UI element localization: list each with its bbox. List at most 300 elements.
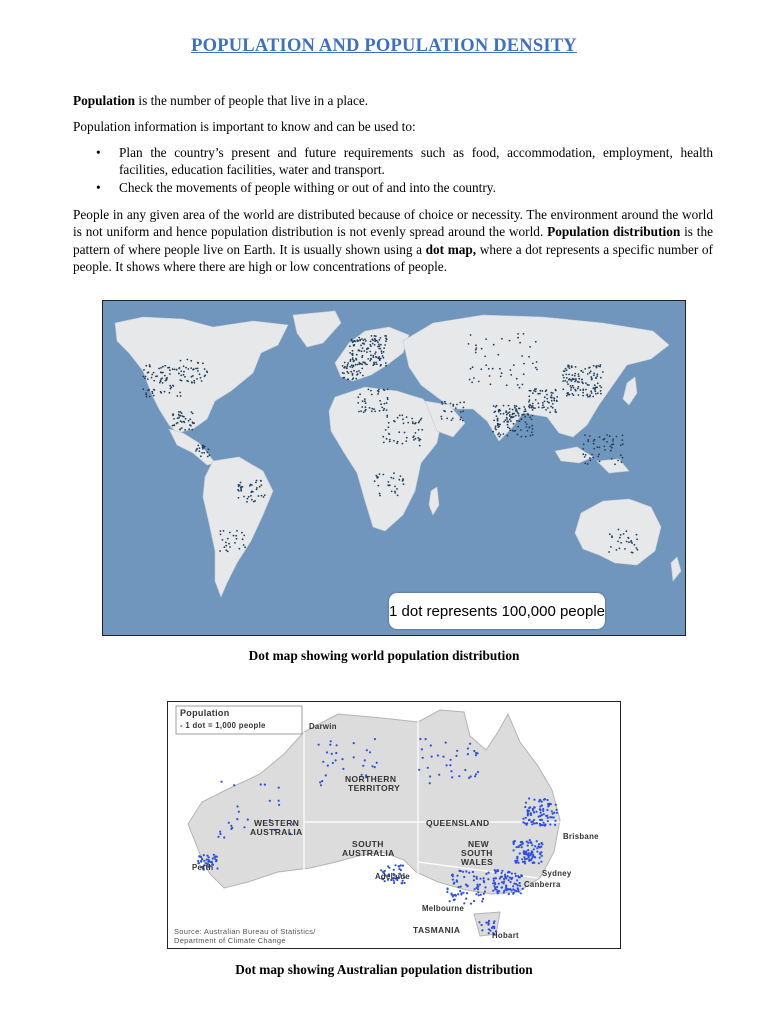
population-dot <box>523 851 525 853</box>
population-dot <box>512 409 514 411</box>
population-dot <box>352 354 354 356</box>
population-dot <box>393 440 395 442</box>
population-dot <box>372 355 374 357</box>
population-dot <box>556 400 558 402</box>
population-dot <box>335 759 337 761</box>
population-dot <box>371 410 373 412</box>
population-dot <box>507 872 509 874</box>
population-dot <box>370 341 372 343</box>
population-dot <box>153 372 155 374</box>
population-dot <box>620 534 622 536</box>
population-dot <box>400 864 402 866</box>
population-dot <box>510 881 512 883</box>
population-dot <box>261 495 263 497</box>
population-dot <box>383 347 385 349</box>
population-dot <box>488 932 490 934</box>
population-dot <box>578 394 580 396</box>
population-dot <box>553 812 555 814</box>
population-dot <box>442 756 444 758</box>
population-dot <box>511 416 513 418</box>
label-adelaide: Adelaide <box>375 872 410 881</box>
population-dot <box>512 413 514 415</box>
population-dot <box>385 365 387 367</box>
population-dot <box>419 738 421 740</box>
population-dot <box>366 749 368 751</box>
population-dot <box>151 391 153 393</box>
population-dot <box>190 367 192 369</box>
population-dot <box>353 370 355 372</box>
population-dot <box>342 372 344 374</box>
population-dot <box>626 530 628 532</box>
paragraph-text: is the pattern of where people live on Earth. It is usually shown using a <box>73 224 714 257</box>
population-dot <box>363 343 365 345</box>
population-dot <box>180 395 182 397</box>
population-dot <box>584 368 586 370</box>
population-dot <box>179 392 181 394</box>
population-dot <box>634 544 636 546</box>
population-dot <box>455 407 457 409</box>
population-dot <box>493 405 495 407</box>
population-dot <box>172 413 174 415</box>
population-dot <box>488 368 490 370</box>
population-dot <box>521 414 523 416</box>
population-dot <box>462 892 464 894</box>
population-dot <box>463 407 465 409</box>
population-dot <box>503 878 505 880</box>
population-dot <box>570 389 572 391</box>
population-dot <box>394 486 396 488</box>
population-dot <box>356 339 358 341</box>
population-dot <box>374 353 376 355</box>
population-dot <box>519 342 521 344</box>
population-dot <box>186 380 188 382</box>
population-dot <box>203 854 205 856</box>
source-line-1: Source: Australian Bureau of Statistics/ <box>174 927 316 936</box>
population-dot <box>376 356 378 358</box>
population-dot <box>499 409 501 411</box>
label-perth: Perth <box>192 863 214 872</box>
population-dot <box>532 428 534 430</box>
population-dot <box>470 368 472 370</box>
population-dot <box>577 388 579 390</box>
population-dot <box>327 765 329 767</box>
population-dot <box>511 889 513 891</box>
population-dot <box>529 839 531 841</box>
population-dot <box>501 886 503 888</box>
population-dot <box>357 364 359 366</box>
population-dot <box>370 358 372 360</box>
population-dot <box>347 362 349 364</box>
population-dot <box>602 371 604 373</box>
population-dot <box>178 367 180 369</box>
population-dot <box>383 351 385 353</box>
population-dot <box>197 368 199 370</box>
population-dot <box>535 811 537 813</box>
population-dot <box>201 452 203 454</box>
population-dot <box>494 883 496 885</box>
population-dot <box>402 480 404 482</box>
population-dot <box>637 549 639 551</box>
population-dot <box>183 365 185 367</box>
population-dot <box>538 862 540 864</box>
population-dot <box>379 495 381 497</box>
population-dot <box>596 373 598 375</box>
population-dot <box>551 400 553 402</box>
population-dot <box>169 392 171 394</box>
population-dot <box>191 411 193 413</box>
population-dot <box>514 860 516 862</box>
population-dot <box>376 762 378 764</box>
population-dot <box>383 357 385 359</box>
population-dot <box>587 463 589 465</box>
population-dot <box>388 485 390 487</box>
population-dot <box>543 813 545 815</box>
population-dot <box>183 374 185 376</box>
population-dot <box>197 362 199 364</box>
population-dot <box>220 534 222 536</box>
population-dot <box>421 748 423 750</box>
population-dot <box>552 403 554 405</box>
population-dot <box>155 376 157 378</box>
population-dot <box>495 889 497 891</box>
population-dot <box>451 411 453 413</box>
population-dot <box>594 388 596 390</box>
population-dot <box>172 425 174 427</box>
population-dot <box>498 883 500 885</box>
population-dot <box>620 444 622 446</box>
population-dot <box>219 833 221 835</box>
population-dot <box>527 844 529 846</box>
population-dot <box>385 340 387 342</box>
population-dot <box>422 757 424 759</box>
population-dot <box>617 541 619 543</box>
population-dot <box>188 420 190 422</box>
population-dot <box>578 386 580 388</box>
population-dot <box>397 495 399 497</box>
population-dot <box>450 403 452 405</box>
population-dot <box>470 334 472 336</box>
label-hobart: Hobart <box>492 931 519 940</box>
population-dot <box>227 538 229 540</box>
population-dot <box>170 386 172 388</box>
population-dot <box>499 436 501 438</box>
population-dot <box>143 369 145 371</box>
population-dot <box>372 343 374 345</box>
population-dot <box>181 427 183 429</box>
population-dot <box>194 382 196 384</box>
population-dot <box>344 362 346 364</box>
population-dot <box>364 398 366 400</box>
population-dot <box>532 808 534 810</box>
population-dot <box>380 403 382 405</box>
population-dot <box>457 893 459 895</box>
population-dot <box>385 337 387 339</box>
population-dot <box>512 885 514 887</box>
population-dot <box>495 426 497 428</box>
population-dot <box>145 394 147 396</box>
population-dot <box>530 821 532 823</box>
population-dot <box>402 865 404 867</box>
population-dot <box>452 879 454 881</box>
population-dot <box>592 457 594 459</box>
population-dot <box>533 806 535 808</box>
population-dot <box>536 369 538 371</box>
population-dot <box>485 338 487 340</box>
population-dot <box>518 845 520 847</box>
population-dot <box>516 410 518 412</box>
population-dot <box>550 396 552 398</box>
population-dot <box>355 358 357 360</box>
population-dot <box>373 408 375 410</box>
population-dot <box>616 436 618 438</box>
population-dot <box>609 435 611 437</box>
population-dot <box>169 385 171 387</box>
label-melbourne: Melbourne <box>422 904 465 913</box>
population-dot <box>513 849 515 851</box>
population-dot <box>562 380 564 382</box>
population-dot <box>153 395 155 397</box>
population-dot <box>499 424 501 426</box>
population-dot <box>503 421 505 423</box>
population-dot <box>566 381 568 383</box>
population-dot <box>581 381 583 383</box>
population-dot <box>149 396 151 398</box>
population-dot <box>597 382 599 384</box>
population-dot <box>360 345 362 347</box>
population-dot <box>233 784 235 786</box>
population-dot <box>331 753 333 755</box>
population-dot <box>411 418 413 420</box>
population-dot <box>197 370 199 372</box>
population-dot <box>595 391 597 393</box>
population-dot <box>366 364 368 366</box>
population-dot <box>571 374 573 376</box>
population-dot <box>527 814 529 816</box>
population-dot <box>533 390 535 392</box>
population-dot <box>503 413 505 415</box>
population-dot <box>469 379 471 381</box>
list-item: • Check the movements of people withing or out of and into the country. <box>73 179 713 196</box>
population-dot <box>573 387 575 389</box>
population-dot <box>402 418 404 420</box>
population-dot <box>161 372 163 374</box>
population-dot <box>516 846 518 848</box>
population-dot <box>492 368 494 370</box>
population-dot <box>608 551 610 553</box>
population-dot <box>480 368 482 370</box>
population-dot <box>539 799 541 801</box>
population-dot <box>533 848 535 850</box>
population-dot <box>524 860 526 862</box>
population-dot <box>600 364 602 366</box>
population-dot <box>243 535 245 537</box>
population-dot <box>191 429 193 431</box>
population-dot <box>562 388 564 390</box>
population-dot <box>357 402 359 404</box>
population-dot <box>485 364 487 366</box>
population-dot <box>584 434 586 436</box>
population-dot <box>474 775 476 777</box>
population-dot <box>396 488 398 490</box>
label-northern-territory: TERRITORY <box>348 783 401 793</box>
population-dot <box>463 401 465 403</box>
population-dot <box>540 812 542 814</box>
population-dot <box>364 338 366 340</box>
population-dot <box>529 346 531 348</box>
population-dot <box>519 420 521 422</box>
population-dot <box>525 817 527 819</box>
population-dot <box>437 754 439 756</box>
population-dot <box>238 490 240 492</box>
population-dot <box>404 882 406 884</box>
population-dot <box>207 451 209 453</box>
population-dot <box>363 411 365 413</box>
population-dot <box>181 412 183 414</box>
population-dot <box>239 484 241 486</box>
population-dot <box>351 339 353 341</box>
population-dot <box>183 371 185 373</box>
population-dot <box>229 546 231 548</box>
population-dot <box>318 744 320 746</box>
population-dot <box>462 420 464 422</box>
population-dot <box>527 430 529 432</box>
population-dot <box>453 894 455 896</box>
population-dot <box>349 366 351 368</box>
population-dot <box>246 501 248 503</box>
population-dot <box>388 426 390 428</box>
population-dot <box>238 811 240 813</box>
population-dot <box>236 818 238 820</box>
population-dot <box>523 856 525 858</box>
population-dot <box>503 882 505 884</box>
population-dot <box>451 776 453 778</box>
population-dot <box>512 430 514 432</box>
population-dot <box>544 401 546 403</box>
population-dot <box>346 366 348 368</box>
population-dot <box>372 364 374 366</box>
population-dot <box>369 360 371 362</box>
population-dot <box>499 368 501 370</box>
population-dot <box>525 436 527 438</box>
population-dot <box>493 344 495 346</box>
population-dot <box>203 452 205 454</box>
population-dot <box>571 365 573 367</box>
population-dot <box>593 365 595 367</box>
population-dot <box>446 764 448 766</box>
population-dot <box>564 380 566 382</box>
population-dot <box>421 429 423 431</box>
population-dot <box>490 383 492 385</box>
population-dot <box>145 376 147 378</box>
population-dot <box>356 374 358 376</box>
population-dot <box>197 860 199 862</box>
population-dot <box>609 533 611 535</box>
population-dot <box>464 769 466 771</box>
population-dot <box>476 884 478 886</box>
population-dot <box>212 857 214 859</box>
population-dot <box>596 375 598 377</box>
population-dot <box>612 438 614 440</box>
population-dot <box>477 771 479 773</box>
population-dot <box>592 396 594 398</box>
population-dot <box>181 380 183 382</box>
population-dot <box>374 335 376 337</box>
population-dot <box>359 362 361 364</box>
population-dot <box>595 377 597 379</box>
population-dot <box>542 824 544 826</box>
population-dot <box>521 858 523 860</box>
population-dot <box>458 886 460 888</box>
population-dot <box>580 370 582 372</box>
population-dot <box>517 884 519 886</box>
population-dot <box>517 333 519 335</box>
population-dot <box>445 742 447 744</box>
population-dot <box>368 389 370 391</box>
population-dot <box>578 373 580 375</box>
world-map-caption: Dot map showing world population distribution <box>248 648 520 663</box>
population-dot <box>511 873 513 875</box>
population-dot <box>241 532 243 534</box>
population-dot <box>587 373 589 375</box>
population-dot <box>374 766 376 768</box>
population-dot <box>487 878 489 880</box>
population-dot <box>628 537 630 539</box>
population-dot <box>483 877 485 879</box>
population-dot <box>147 390 149 392</box>
population-dot <box>449 764 451 766</box>
population-dot <box>473 377 475 379</box>
population-dot <box>532 854 534 856</box>
population-dot <box>454 898 456 900</box>
population-dot <box>593 443 595 445</box>
population-dot <box>517 434 519 436</box>
population-dot <box>493 411 495 413</box>
population-dot <box>568 374 570 376</box>
population-dot <box>555 411 557 413</box>
population-dot <box>201 858 203 860</box>
population-dot <box>214 856 216 858</box>
label-western-australia: WESTERN <box>254 818 300 828</box>
population-dot <box>364 410 366 412</box>
population-dot <box>606 441 608 443</box>
population-dot <box>405 440 407 442</box>
population-dot <box>545 390 547 392</box>
population-dot <box>184 429 186 431</box>
population-dot <box>528 401 530 403</box>
population-dot <box>396 442 398 444</box>
population-dot <box>508 879 510 881</box>
population-dot <box>582 395 584 397</box>
population-dot <box>527 413 529 415</box>
population-dot <box>369 351 371 353</box>
population-dot <box>631 542 633 544</box>
population-dot <box>546 809 548 811</box>
population-dot <box>528 797 530 799</box>
population-dot <box>597 446 599 448</box>
population-dot <box>359 372 361 374</box>
population-dot <box>493 878 495 880</box>
population-dot <box>362 361 364 363</box>
population-dot <box>449 900 451 902</box>
population-dot <box>385 362 387 364</box>
population-dot <box>568 365 570 367</box>
population-dot <box>185 418 187 420</box>
population-dot <box>495 406 497 408</box>
population-dot <box>525 802 527 804</box>
population-dot <box>475 349 477 351</box>
population-dot <box>349 360 351 362</box>
population-dot <box>516 420 518 422</box>
